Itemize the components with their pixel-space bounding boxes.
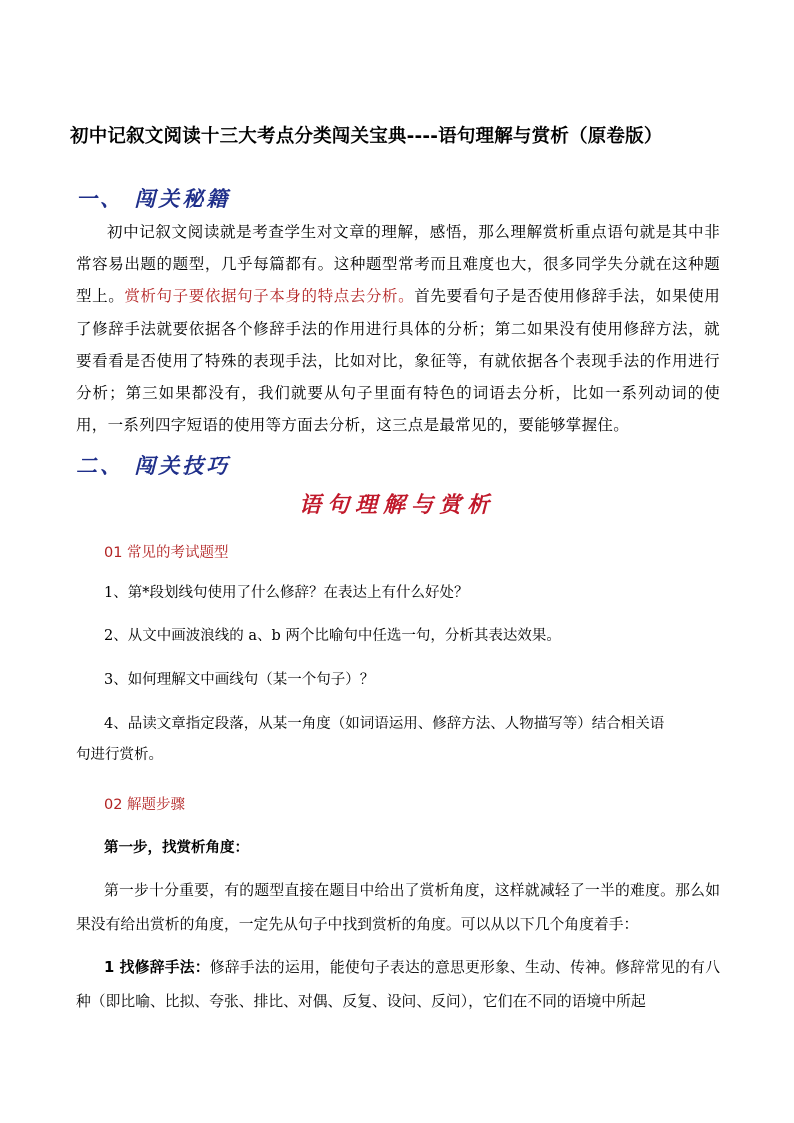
question-item-4-continued: 句进行赏析。 (76, 747, 163, 763)
topic-title: 语句理解与赏析 (298, 492, 495, 518)
rhetoric-point-label: 1 找修辞手法： (104, 959, 210, 976)
rhetoric-point-text: 修辞手法的运用，能使句子表达的意思更形象、生动、传神。修辞常见的有八种（即比喻、比拟、夸张、排比、对偶、反复、设问、反问），它们在不同的语境中所起 (76, 959, 720, 1010)
step-one-label: 第一步，找赏析角度： (104, 840, 249, 856)
subheading-solution-steps: 02 解题步骤 (104, 797, 186, 813)
section-heading-skills: 二、 闯关技巧 (76, 453, 231, 478)
intro-text-before: 初中记叙文阅读就是考查学生对文章的理解，感悟，那么理解赏析重点语句就是其中非常容易出题的题型，几乎每篇都有。这种题型常考而且难度也大，很多同学失分就在这种题型上。 (76, 223, 720, 306)
question-item-1: 1、第*段划线句使用了什么修辞？在表达上有什么好处？ (104, 585, 469, 601)
question-item-4: 4、品读文章指定段落，从某一角度（如词语运用、修辞方法、人物描写等）结合相关语 (104, 716, 665, 732)
question-item-3: 3、如何理解文中画线句（某一个句子）？ (104, 672, 375, 688)
subheading-question-types: 01 常见的考试题型 (104, 545, 229, 561)
section-heading-secrets: 一、 闯关秘籍 (76, 186, 231, 211)
rhetoric-point-paragraph (76, 951, 720, 1019)
intro-highlight-text: 赏析句子要依据句子本身的特点去分析。 (124, 287, 415, 306)
intro-text-after: 首先要看句子是否使用修辞手法，如果使用了修辞手法就要依据各个修辞手法的作用进行具体的分析；第二如果没有使用修辞方法，就要看看是否使用了特殊的表现手法，比如对比，象征等，有就依据各个表现手法的作用进行分析；第三如果都没有，我们就要从句子里面有特色的词语去分析，比如一系列动词的使用，一系列四字短语的使用等方面去分析，这三点是最常见的，要能够掌握住。 (76, 287, 720, 435)
step-one-paragraph: 第一步十分重要，有的题型直接在题目中给出了赏析角度，这样就减轻了一半的难度。那么如果没有给出赏析的角度，一定先从句子中找到赏析的角度。可以从以下几个角度着手： (76, 882, 720, 933)
document-title: 初中记叙文阅读十三大考点分类闯关宝典----语句理解与赏析（原卷版） (70, 126, 663, 147)
question-item-2: 2、从文中画波浪线的 a、b 两个比喻句中任选一句，分析其表达效果。 (104, 628, 561, 644)
intro-paragraph (76, 216, 720, 441)
